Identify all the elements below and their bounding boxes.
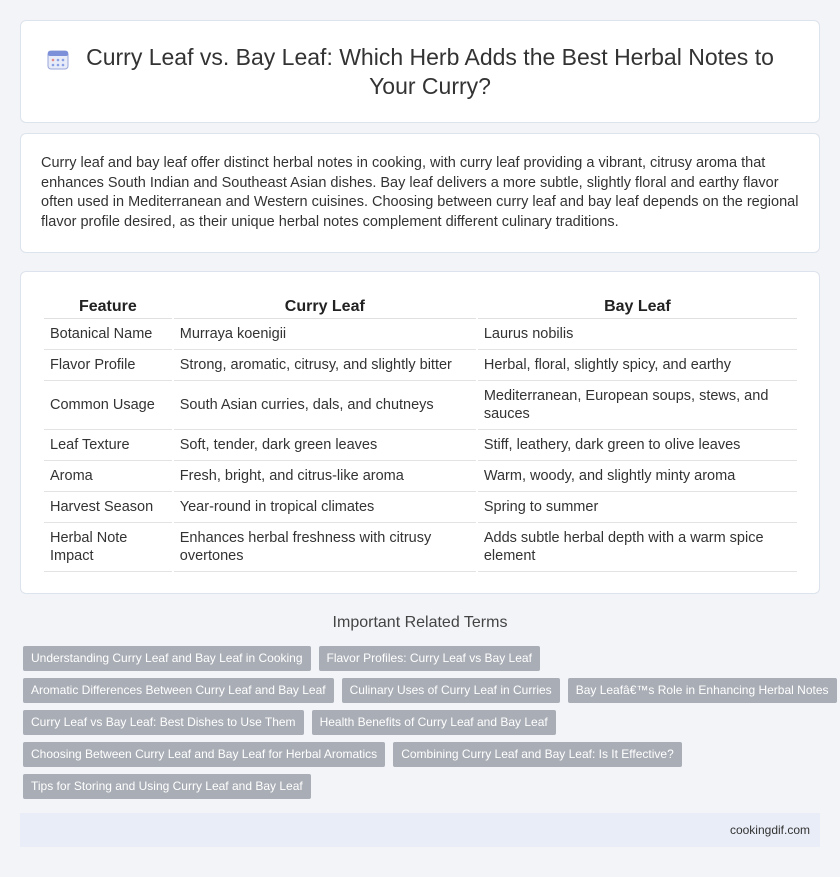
table-row [44,381,797,430]
header-feature: Feature [44,294,172,319]
curry-leaf-cell: South Asian curries, dals, and chutneys [174,381,476,430]
comparison-table [42,294,799,572]
related-term-tag[interactable]: Bay Leafâ€™s Role in Enhancing Herbal Notes [568,678,837,703]
header-bay-leaf: Bay Leaf [478,294,797,319]
related-term-tag[interactable]: Understanding Curry Leaf and Bay Leaf in Cooking [23,646,311,671]
table-row [44,492,797,523]
bay-leaf-cell: Herbal, floral, slightly spicy, and earthy [478,350,797,381]
related-term-tag[interactable]: Tips for Storing and Using Curry Leaf and Bay Leaf [23,774,311,799]
related-terms-list [23,646,829,806]
curry-leaf-cell: Enhances herbal freshness with citrusy overtones [174,523,476,572]
bay-leaf-cell: Stiff, leathery, dark green to olive leaves [478,430,797,461]
header-curry-leaf: Curry Leaf [174,294,476,319]
bay-leaf-cell: Spring to summer [478,492,797,523]
intro-card [20,133,820,253]
feature-cell: Harvest Season [44,492,172,523]
intro-text: Curry leaf and bay leaf offer distinct herbal notes in cooking, with curry leaf providing a vibrant, citrusy aroma that enhances South Indian and Southeast Asian dishes. Bay leaf delivers a more subtle, slightly floral and earthy flavor often used in Mediterranean and Western cuisines. Choosing between curry leaf and bay leaf depends on the regional flavor profile desired, as their unique herbal notes complement different culinary traditions. [41,155,799,230]
feature-cell: Botanical Name [44,319,172,350]
curry-leaf-cell: Soft, tender, dark green leaves [174,430,476,461]
feature-cell: Herbal Note Impact [44,523,172,572]
table-row [44,523,797,572]
related-term-tag[interactable]: Aromatic Differences Between Curry Leaf and Bay Leaf [23,678,334,703]
bay-leaf-cell: Laurus nobilis [478,319,797,350]
table-row [44,350,797,381]
page-title: Curry Leaf vs. Bay Leaf: Which Herb Adds the Best Herbal Notes to Your Curry? [86,44,774,99]
footer [20,813,820,847]
curry-leaf-cell: Strong, aromatic, citrusy, and slightly bitter [174,350,476,381]
related-term-tag[interactable]: Curry Leaf vs Bay Leaf: Best Dishes to Use Them [23,710,304,735]
curry-leaf-cell: Year-round in tropical climates [174,492,476,523]
feature-cell: Aroma [44,461,172,492]
curry-leaf-cell: Fresh, bright, and citrus-like aroma [174,461,476,492]
curry-leaf-cell: Murraya koenigii [174,319,476,350]
related-term-tag[interactable]: Flavor Profiles: Curry Leaf vs Bay Leaf [319,646,540,671]
related-term-tag[interactable]: Health Benefits of Curry Leaf and Bay Leaf [312,710,556,735]
feature-cell: Leaf Texture [44,430,172,461]
bay-leaf-cell: Warm, woody, and slightly minty aroma [478,461,797,492]
related-term-tag[interactable]: Combining Curry Leaf and Bay Leaf: Is It Effective? [393,742,682,767]
footer-site-link[interactable]: cookingdif.com [729,823,810,837]
related-term-tag[interactable]: Choosing Between Curry Leaf and Bay Leaf for Herbal Aromatics [23,742,385,767]
table-header-row [44,294,797,319]
bay-leaf-cell: Adds subtle herbal depth with a warm spice element [478,523,797,572]
bay-leaf-cell: Mediterranean, European soups, stews, and sauces [478,381,797,430]
related-term-tag[interactable]: Culinary Uses of Curry Leaf in Curries [342,678,560,703]
table-row [44,461,797,492]
feature-cell: Common Usage [44,381,172,430]
feature-cell: Flavor Profile [44,350,172,381]
table-row [44,430,797,461]
table-row [44,319,797,350]
related-terms-title: Important Related Terms [332,614,508,631]
header-card [20,20,820,123]
comparison-table-card [20,271,820,594]
